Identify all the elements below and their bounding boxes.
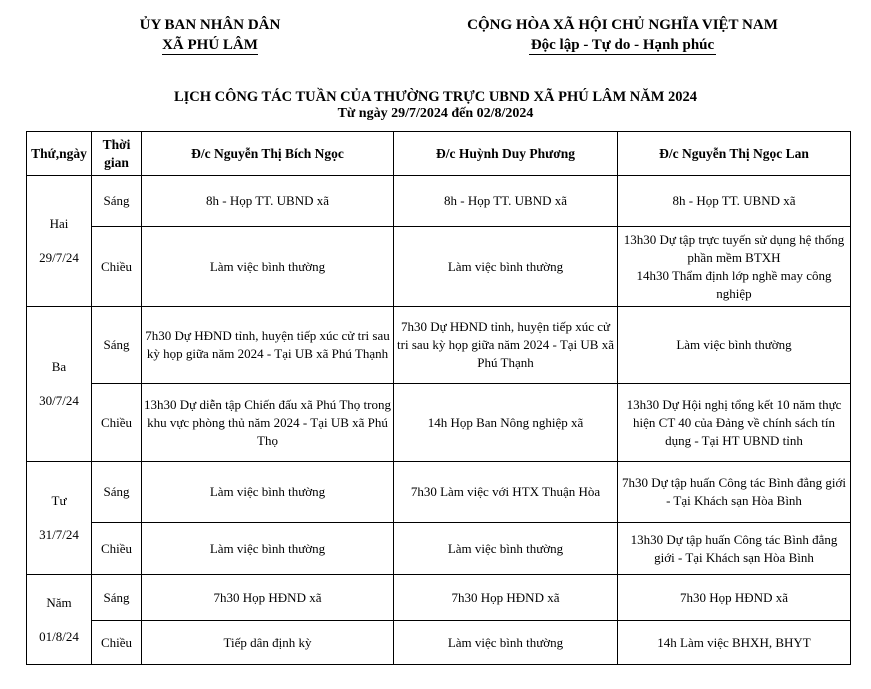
table-row [27, 462, 851, 523]
task-cell: Làm việc bình thường [142, 462, 394, 523]
task-cell: 14h Họp Ban Nông nghiệp xã [394, 384, 618, 462]
document-title: LỊCH CÔNG TÁC TUẦN CỦA THƯỜNG TRỰC UBND XÃ PHÚ LÂM NĂM 2024 [173, 89, 698, 105]
task-cell: 13h30 Dự tập huấn Công tác Bình đẳng giới - Tại Khách sạn Hòa Bình [618, 523, 851, 575]
national-title: CỘNG HÒA XÃ HỘI CHỦ NGHĨA VIỆT NAM [467, 17, 778, 33]
table-row [27, 307, 851, 384]
document-subtitle: Từ ngày 29/7/2024 đến 02/8/2024 [337, 106, 534, 121]
task-cell: Làm việc bình thường [142, 227, 394, 307]
day-name: Năm [46, 594, 72, 610]
day-name: Hai [49, 216, 69, 231]
schedule-table [26, 131, 851, 665]
table-row [27, 176, 851, 227]
time-cell: Chiều [92, 523, 142, 575]
day-date: 30/7/24 [39, 393, 79, 408]
task-cell: Làm việc bình thường [394, 621, 618, 665]
header-time: Thời gian [92, 132, 142, 176]
day-name: Tư [51, 493, 67, 508]
header-day: Thứ,ngày [27, 132, 92, 176]
task-cell: 8h - Họp TT. UBND xã [394, 176, 618, 227]
day-cell [27, 176, 92, 307]
task-cell: 13h30 Dự Hội nghị tổng kết 10 năm thực hiện CT 40 của Đảng về chính sách tín dụng - Tại HT UBND tỉnh [618, 384, 851, 462]
header-person-1: Đ/c Nguyễn Thị Bích Ngọc [142, 132, 394, 176]
task-cell-multiline: 13h30 Dự tập trực tuyến sử dụng hệ thống phần mềm BTXH 14h30 Thẩm định lớp nghề may công nghiệp [618, 227, 851, 307]
day-date: 01/8/24 [39, 628, 79, 644]
day-cell [27, 462, 92, 575]
task-cell: Làm việc bình thường [394, 227, 618, 307]
task-cell: 7h30 Dự tập huấn Công tác Bình đẳng giới - Tại Khách sạn Hòa Bình [618, 462, 851, 523]
task-cell: 7h30 Dự HĐND tỉnh, huyện tiếp xúc cử tri sau kỳ họp giữa năm 2024 - Tại UB xã Phú Thạnh [394, 307, 618, 384]
task-cell: Tiếp dân định kỳ [142, 621, 394, 665]
time-cell: Chiều [92, 621, 142, 665]
time-cell: Chiều [92, 384, 142, 462]
table-row [27, 227, 851, 307]
time-cell: Sáng [92, 307, 142, 384]
task-cell: 8h - Họp TT. UBND xã [618, 176, 851, 227]
time-cell: Chiều [92, 227, 142, 307]
task-cell: 7h30 Làm việc với HTX Thuận Hòa [394, 462, 618, 523]
time-cell: Sáng [92, 462, 142, 523]
table-row [27, 575, 851, 621]
time-cell: Sáng [92, 575, 142, 621]
header-person-2: Đ/c Huỳnh Duy Phương [394, 132, 618, 176]
task-cell: 8h - Họp TT. UBND xã [142, 176, 394, 227]
header-person-3: Đ/c Nguyễn Thị Ngọc Lan [618, 132, 851, 176]
national-motto: Độc lập - Tự do - Hạnh phúc [530, 37, 715, 53]
table-row [27, 384, 851, 462]
task-cell: 7h30 Họp HĐND xã [394, 575, 618, 621]
commune-name: XÃ PHÚ LÂM [162, 37, 258, 53]
task-cell: 14h Làm việc BHXH, BHYT [618, 621, 851, 665]
task-cell: Làm việc bình thường [142, 523, 394, 575]
day-cell [27, 307, 92, 462]
task-cell: 7h30 Họp HĐND xã [618, 575, 851, 621]
day-date: 31/7/24 [39, 527, 79, 542]
day-cell [27, 575, 92, 665]
day-date: 29/7/24 [39, 250, 79, 265]
national-header [440, 15, 805, 55]
task-cell: Làm việc bình thường [618, 307, 851, 384]
day-name: Ba [51, 359, 67, 374]
task-cell: 13h30 Dự diễn tập Chiến đấu xã Phú Thọ trong khu vực phòng thủ năm 2024 - Tại UB xã Phú Thọ [142, 384, 394, 462]
table-header-row [27, 132, 851, 176]
task-cell: 7h30 Họp HĐND xã [142, 575, 394, 621]
task-cell: 7h30 Dự HĐND tỉnh, huyện tiếp xúc cử tri sau kỳ họp giữa năm 2024 - Tại UB xã Phú Thạnh [142, 307, 394, 384]
table-row [27, 523, 851, 575]
table-row [27, 621, 851, 665]
task-cell: Làm việc bình thường [394, 523, 618, 575]
organization-header [130, 15, 290, 55]
organization-name: ỦY BAN NHÂN DÂN [139, 17, 281, 33]
time-cell: Sáng [92, 176, 142, 227]
